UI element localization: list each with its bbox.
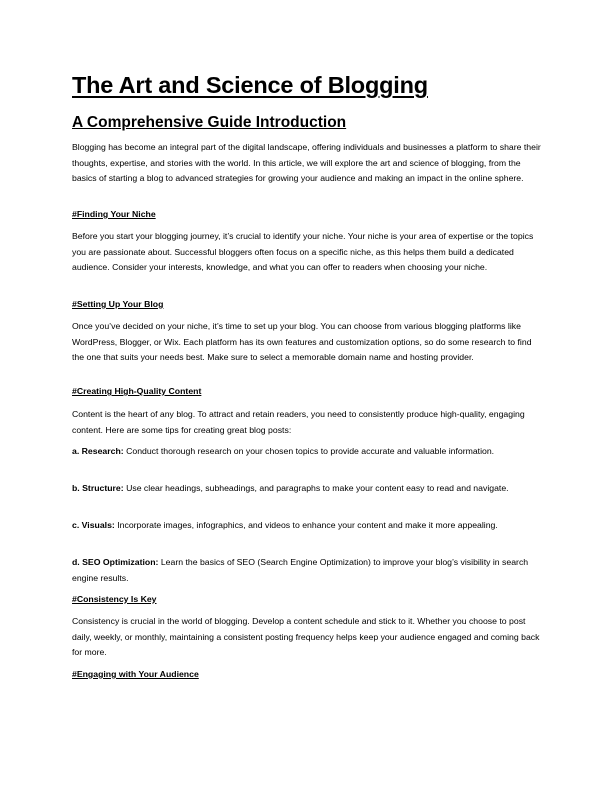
heading-engaging: #Engaging with Your Audience [72,669,199,679]
tip-text: Incorporate images, infographics, and videos to enhance your content and make it more appealing. [114,520,498,530]
heading-finding-niche: #Finding Your Niche [72,209,156,219]
tip-label: d. SEO Optimization: [72,557,159,567]
tip-label: c. Visuals: [72,520,115,530]
document-subtitle: A Comprehensive Guide Introduction [72,114,347,131]
tip-text: Use clear headings, subheadings, and paragraphs to make your content easy to read and navigate. [123,483,509,493]
document-title: The Art and Science of Blogging [72,72,428,98]
tip-research [72,444,544,460]
tip-text: Learn the basics of SEO (Search Engine Optimization) to improve your blog’s visibility in search engine results. [72,557,529,583]
paragraph-creating-content: Content is the heart of any blog. To attract and retain readers, you need to consistently produce high-quality, engaging content. Here are some tips for creating great blog posts: [72,409,525,435]
heading-setting-up: #Setting Up Your Blog [72,299,164,309]
paragraph-setting-up: Once you’ve decided on your niche, it’s time to set up your blog. You can choose from various blogging platforms like WordPress, Blogger, or Wix. Each platform has its own features and customization options, so do some research to find the one that suits your needs best. Make sure to select a memorable domain name and hosting provider. [72,321,532,363]
tip-seo [72,555,544,586]
heading-creating-content: #Creating High-Quality Content [72,386,202,396]
paragraph-consistency: Consistency is crucial in the world of blogging. Develop a content schedule and stick to it. Whether you choose to post daily, weekly, or monthly, maintaining a consistent posting frequency helps keep your audience engaged and coming back for more. [72,616,540,658]
heading-consistency: #Consistency Is Key [72,594,157,604]
paragraph-finding-niche: Before you start your blogging journey, it’s crucial to identify your niche. Your niche is your area of expertise or the topics you are passionate about. Successful bloggers often focus on a specific niche, as this helps them build a dedicated audience. Consider your interests, knowledge, and what you can offer to readers when choosing your niche. [72,231,534,273]
tip-visuals [72,518,544,534]
intro-paragraph: Blogging has become an integral part of the digital landscape, offering individuals and businesses a platform to share their thoughts, expertise, and stories with the world. In this article, we will explore the art and science of blogging, from the basics of starting a blog to advanced strategies for growing your audience and making an impact in the online sphere. [72,142,541,184]
tip-text: Conduct thorough research on your chosen topics to provide accurate and valuable information. [123,446,495,456]
tip-label: b. Structure: [72,483,124,493]
tip-structure [72,481,544,497]
tip-label: a. Research: [72,446,124,456]
